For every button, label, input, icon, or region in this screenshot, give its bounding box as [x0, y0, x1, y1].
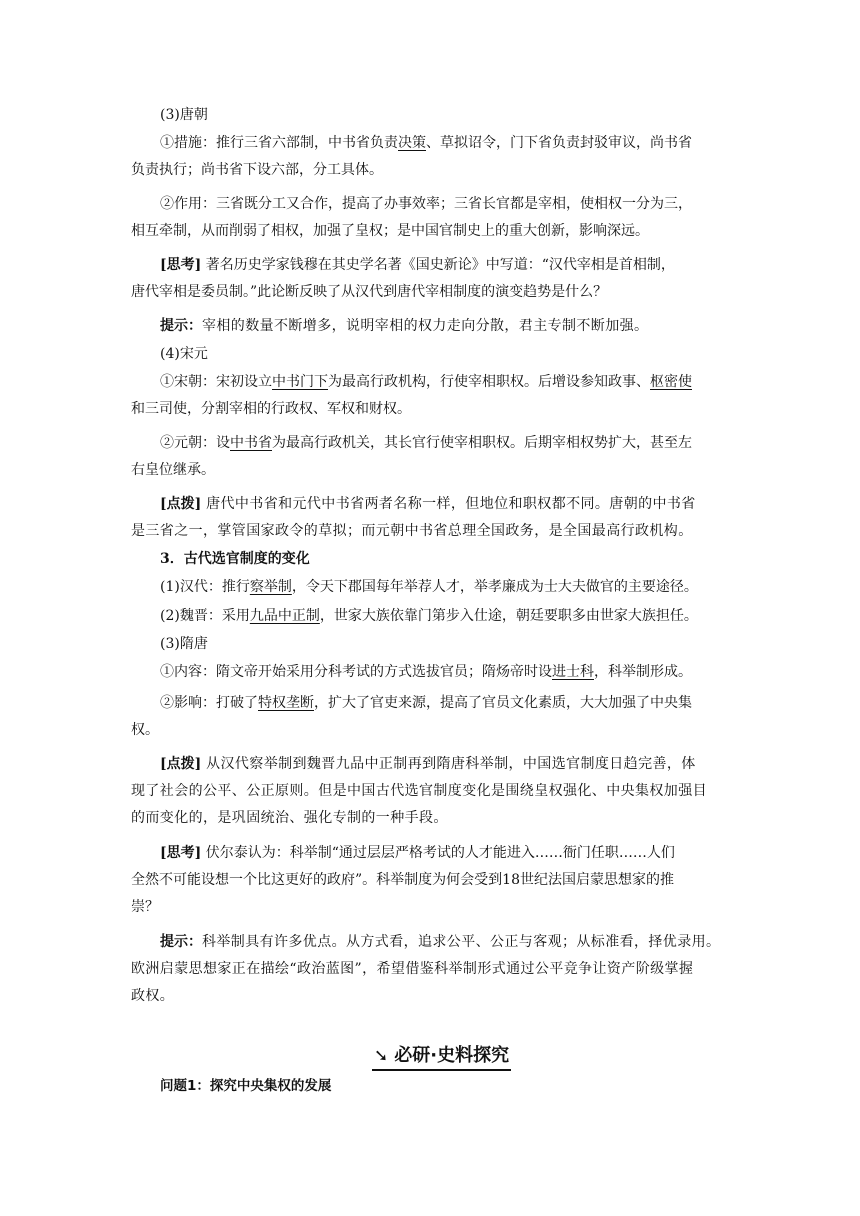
underlined-term: 枢密使: [650, 374, 692, 390]
hint-2-line-3: 政权。: [131, 988, 175, 1004]
think-tag: [思考]: [160, 257, 202, 273]
suitang-impact-line-2: 权。: [131, 722, 159, 738]
song-line-1: ①宋朝：宋初设立中书门下为最高行政机构，行使宰相职权。后增设参知政事、枢密使: [160, 374, 692, 390]
heading-suitang: (3)隋唐: [160, 636, 208, 652]
underlined-term: 中书省: [230, 435, 272, 451]
arrow-down-right-icon: ➘: [374, 1046, 389, 1066]
note-2-line-3: 的而变化的，是巩固统治、强化专制的一种手段。: [131, 810, 448, 826]
question-1-title: 问题1：探究中央集权的发展: [160, 1078, 332, 1094]
underlined-term: 决策: [398, 135, 426, 151]
note-tag: [点拨]: [160, 496, 202, 512]
tang-measures-line-1: ①措施：推行三省六部制，中书省负责决策、草拟诏令，门下省负责封驳审议，尚书省: [160, 135, 692, 151]
suitang-impact-line-1: ②影响：打破了特权垄断，扩大了官吏来源，提高了官员文化素质，大大加强了中央集: [160, 695, 692, 711]
underlined-term: 进士科: [552, 664, 594, 680]
think-2-line-1: [思考] 伏尔泰认为：科举制“通过层层严格考试的人才能进入……衙门任职……人们: [160, 845, 675, 861]
hint-1: 提示：宰相的数量不断增多，说明宰相的权力走向分散，君主专制不断加强。: [160, 318, 649, 334]
song-line-2: 和三司使，分割宰相的行政权、军权和财权。: [131, 401, 411, 417]
hint-2-line-2: 欧洲启蒙思想家正在描绘“政治蓝图”，希望借鉴科举制形式通过公平竞争让资产阶级掌握: [131, 961, 694, 977]
yuan-line-2: 右皇位继承。: [131, 462, 215, 478]
han-line: (1)汉代：推行察举制，令天下郡国每年举荐人才，举孝廉成为士大夫做官的主要途径。: [160, 579, 698, 595]
think-1-line-1: [思考] 著名历史学家钱穆在其史学名著《国史新论》中写道：“汉代宰相是首相制，: [160, 257, 675, 273]
hint-tag: 提示：: [160, 934, 202, 950]
hint-tag: 提示：: [160, 318, 202, 334]
heading-songyuan: (4)宋元: [160, 346, 208, 362]
tang-effect-line-2: 相互牵制，从而削弱了相权，加强了皇权；是中国官制史上的重大创新，影响深远。: [131, 223, 649, 239]
underlined-term: 九品中正制: [249, 608, 320, 624]
think-2-line-2: 全然不可能设想一个比这更好的政府”。科举制度为何会受到18世纪法国启蒙思想家的推: [131, 872, 674, 888]
weijin-line: (2)魏晋：采用九品中正制，世家大族依靠门第步入仕途，朝廷要职多由世家大族担任。: [160, 608, 698, 624]
underlined-term: 特权垄断: [258, 695, 314, 711]
think-1-line-2: 唐代宰相是委员制。”此论断反映了从汉代到唐代宰相制度的演变趋势是什么？: [131, 284, 608, 300]
note-2-line-2: 现了社会的公平、公正原则。但是中国古代选官制度变化是围绕皇权强化、中央集权加强目: [131, 783, 707, 799]
yuan-line-1: ②元朝：设中书省为最高行政机关，其长官行使宰相职权。后期宰相权势扩大，甚至左: [160, 435, 692, 451]
note-tag: [点拨]: [160, 756, 202, 772]
section-3-heading: 3．古代选官制度的变化: [160, 551, 310, 567]
tang-effect-line-1: ②作用：三省既分工又合作，提高了办事效率；三省长官都是宰相，使相权一分为三，: [160, 196, 692, 212]
think-tag: [思考]: [160, 845, 202, 861]
hint-2-line-1: 提示：科举制具有许多优点。从方式看，追求公平、公正与客观；从标准看，择优录用。: [160, 934, 721, 950]
note-2-line-1: [点拨] 从汉代察举制到魏晋九品中正制再到隋唐科举制，中国选官制度日趋完善，体: [160, 756, 696, 772]
think-2-line-3: 崇？: [131, 899, 159, 915]
suitang-content-line: ①内容：隋文帝开始采用分科考试的方式选拔官员；隋炀帝时设进士科，科举制形成。: [160, 664, 692, 680]
underlined-term: 察举制: [249, 579, 292, 595]
note-1-line-1: [点拨] 唐代中书省和元代中书省两者名称一样，但地位和职权都不同。唐朝的中书省: [160, 496, 696, 512]
note-1-line-2: 是三省之一，掌管国家政令的草拟；而元朝中书省总理全国政务，是全国最高行政机构。: [131, 523, 693, 539]
tang-measures-line-2: 负责执行；尚书省下设六部，分工具体。: [131, 162, 383, 178]
heading-tang: (3)唐朝: [160, 107, 208, 123]
section-title: ➘ 必研·史料探究: [372, 1043, 511, 1071]
underlined-term: 中书门下: [272, 374, 328, 390]
